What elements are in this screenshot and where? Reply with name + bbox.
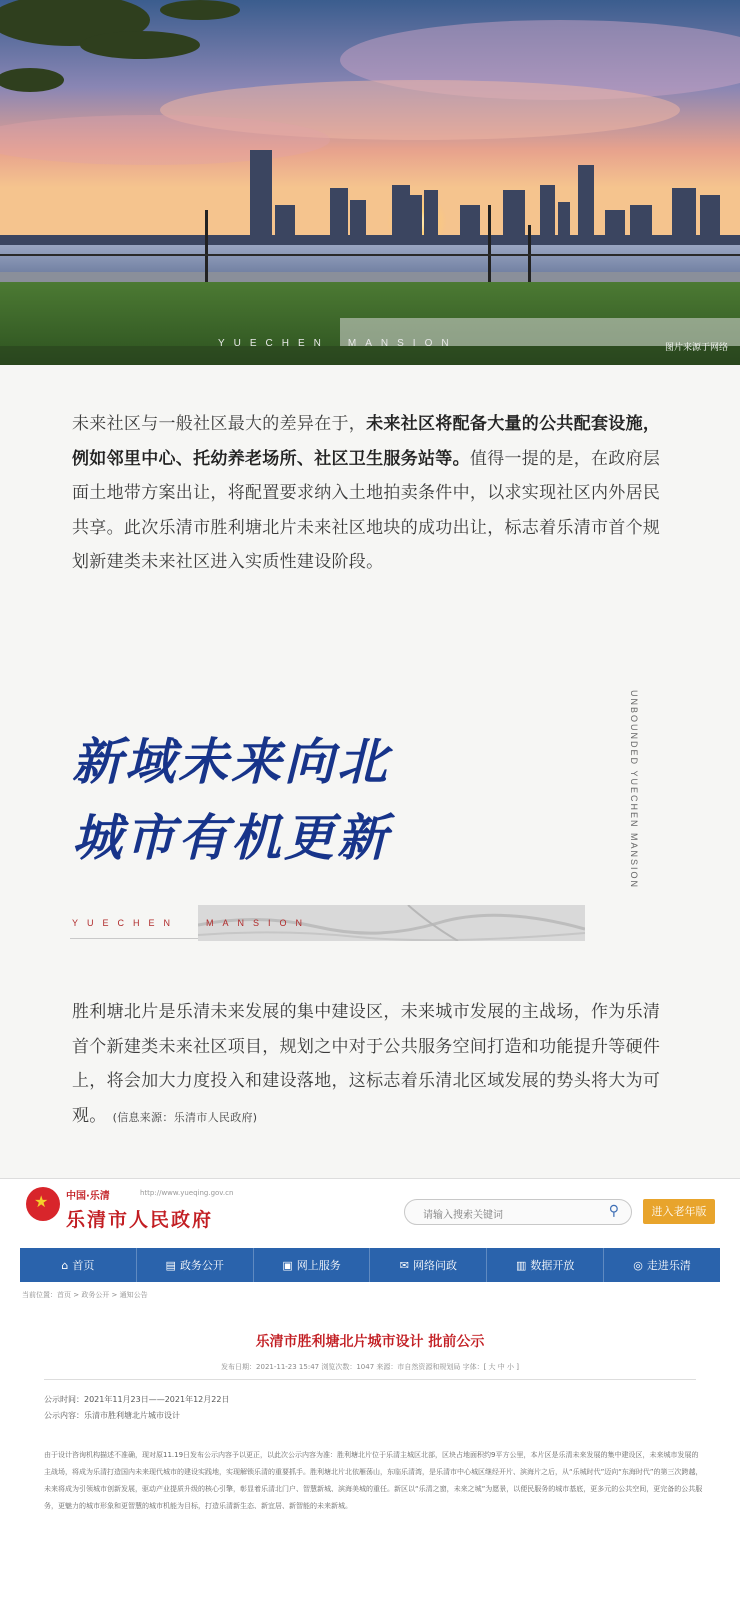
gov-site-name[interactable]: 乐清市人民政府 — [66, 1209, 214, 1231]
divider-brand-left: YUECHEN — [72, 918, 180, 928]
doc-info — [44, 1392, 229, 1424]
nav-home-label: 首页 — [72, 1259, 95, 1272]
detail-paragraph — [72, 995, 672, 1135]
location-icon: ◎ — [633, 1258, 643, 1272]
monitor-icon: ▣ — [282, 1258, 293, 1272]
vertical-label-line1: UNBOUNDED — [629, 690, 639, 767]
breadcrumb[interactable]: 当前位置：首页 > 政务公开 > 通知公告 — [22, 1291, 148, 1299]
nav-home[interactable] — [20, 1248, 137, 1282]
nav-online-service[interactable] — [254, 1248, 371, 1282]
doc-body: 由于设计咨询机构描述不准确，现对原11.19日发布公示内容予以更正，以此次公示内容为准：胜利塘北片位于乐清主城区北部，区块占地面积约9平方公里，本片区是乐清未来发展的集中建设区，未来城市发展的主战场，将成为乐清打造国内未来现代城市的建设实践地，实现解锁乐清的重要抓手。胜利塘北片北依雁荡山，东临乐清湾，是乐清市中心城区继经开片、滨海片之后，从“乐城时代”迈向“东海时代”的第三次跨越，未来将成为引领城市创新发展，驱动产业提质升级的核心引擎，彰显着乐清北门户、智慧新城、滨海美城的重任。新区以“乐清之窗，未来之城”为愿景，以便民服务的城市基底，更多元的公共空间，更完备的公共服务，更魅力的城市形象和更智慧的城市机能为目标，打造乐清新生态、新宜居、新智能的未来新城。 — [44, 1451, 703, 1510]
search-icon[interactable]: ⚲ — [608, 1203, 619, 1219]
detail-text: 胜利塘北片是乐清未来发展的集中建设区，未来城市发展的主战场，作为乐清首个新建类未来社区项目，规划之中对于公共服务空间打造和功能提升等硬件上，将会加大力度投入和建设落地，这标志着乐清北区域发展的势头将大为可观。 — [72, 1002, 661, 1126]
hero-brand-left: YUECHEN — [218, 338, 330, 349]
doc-meta: 发布日期：2021-11-23 15:47 浏览次数：1047 来源：市自然资源和规划局 字体：[ 大 中 小 ] — [221, 1363, 519, 1371]
headline-line2: 城市有机更新 — [72, 809, 390, 867]
hero-image — [0, 0, 740, 365]
gov-search-box[interactable] — [404, 1199, 632, 1225]
gov-nav-bar — [20, 1248, 720, 1282]
gov-website-screenshot — [0, 1178, 740, 1601]
divider-rule — [70, 938, 200, 939]
gov-search-placeholder[interactable]: 请输入搜索关键词 — [423, 1210, 503, 1221]
nav-gov-affairs[interactable] — [137, 1248, 254, 1282]
vertical-label — [628, 690, 640, 889]
divider-brand-right: MANSION — [206, 918, 312, 928]
headline-line1: 新域未来向北 — [72, 733, 390, 791]
vertical-label-line2: YUECHEN MANSION — [629, 770, 639, 890]
nav-online-inquiry[interactable] — [370, 1248, 487, 1282]
nav-data-open-label: 数据开放 — [530, 1259, 575, 1272]
gov-site-tag: 中国·乐清 — [66, 1191, 110, 1202]
chart-icon: ▥ — [516, 1258, 527, 1272]
brand-divider — [70, 905, 585, 941]
elder-mode-button[interactable]: 进入老年版 — [643, 1199, 715, 1224]
hero-brand — [218, 338, 458, 349]
detail-source: (信息来源：乐清市人民政府) — [112, 1110, 258, 1124]
intro-lead: 未来社区与一般社区最大的差异在于， — [72, 414, 367, 434]
document-icon: ▤ — [165, 1258, 176, 1272]
doc-publicity-content: 公示内容：乐清市胜利塘北片城市设计 — [44, 1411, 180, 1420]
intro-bold: 未来社区将配备大量的公共配套设施，例如邻里中心、托幼养老场所、社区卫生服务站等。 — [72, 414, 661, 469]
nav-gov-affairs-label: 政务公开 — [179, 1259, 224, 1272]
nav-data-open[interactable] — [487, 1248, 604, 1282]
doc-title: 乐清市胜利塘北片城市设计 批前公示 — [255, 1334, 485, 1350]
gov-url: http://www.yueqing.gov.cn — [140, 1189, 234, 1197]
intro-paragraph — [72, 407, 672, 580]
image-credit: 图片来源于网络 — [664, 343, 728, 353]
mail-icon: ✉ — [399, 1258, 409, 1272]
doc-divider — [44, 1379, 696, 1380]
nav-about-yueqing[interactable] — [604, 1248, 720, 1282]
doc-publicity-time: 公示时间：2021年11月23日——2021年12月22日 — [44, 1395, 230, 1404]
city-skyline-photo — [0, 0, 740, 365]
gov-header — [0, 1179, 740, 1243]
nav-online-inquiry-label: 网络问政 — [413, 1259, 457, 1272]
nav-about-yueqing-label: 走进乐清 — [646, 1259, 691, 1272]
national-emblem-icon — [26, 1187, 60, 1221]
intro-rest: 值得一提的是，在政府层面土地带方案出让，将配置要求纳入土地拍卖条件中，以求实现社区内外居民共享。此次乐清市胜利塘北片未来社区地块的成功出让，标志着乐清市首个规划新建类未来社区进入实质性建设阶段。 — [72, 448, 661, 572]
hero-brand-right: MANSION — [347, 338, 458, 349]
nav-online-service-label: 网上服务 — [296, 1259, 341, 1272]
home-icon: ⌂ — [61, 1258, 69, 1272]
